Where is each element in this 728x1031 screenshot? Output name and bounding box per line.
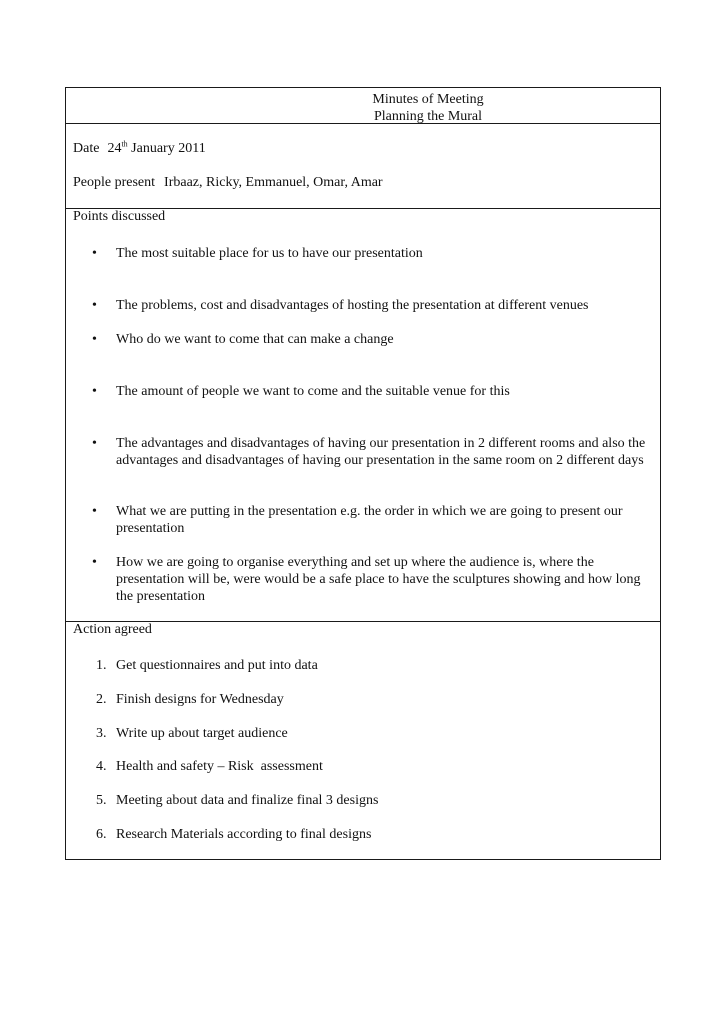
list-item [96,691,651,708]
action-text: Research Materials according to final designs [116,827,372,842]
item-number: 6. [96,827,107,842]
action-text: Health and safety – Risk assessment [116,759,323,774]
document-title: Minutes of Meeting [372,92,484,107]
point-text: How we are going to organise everything and set up where the audience is, where the presentation will be, were would be a safe place to have the sculptures showing and how long the presentation [116,555,641,604]
point-text: The amount of people we want to come and the suitable venue for this [116,384,510,399]
item-number: 5. [96,793,107,808]
item-number: 1. [96,658,107,673]
date-label: Date [73,141,100,156]
list-item [96,792,651,809]
list-item [96,758,651,775]
point-text: The most suitable place for us to have our presentation [116,246,423,261]
date-line [73,141,206,157]
item-number: 2. [96,692,107,707]
point-text: Who do we want to come that can make a change [116,332,394,347]
bullet-icon: • [92,384,97,399]
people-label: People present [73,175,156,190]
list-item [92,435,651,469]
actions-row [66,622,660,859]
list-item [92,503,651,537]
minutes-table [65,87,661,860]
document-subtitle: Planning the Mural [373,109,483,124]
points-label: Points discussed [73,209,166,224]
list-item [96,826,651,843]
bullet-icon: • [92,246,97,261]
date-day: 24 [107,141,122,156]
title-row [66,88,660,124]
list-item [96,657,651,674]
actions-label: Action agreed [73,622,152,637]
date-rest: January 2011 [131,141,206,156]
list-item [92,554,651,605]
action-text: Meeting about data and finalize final 3 designs [116,793,379,808]
list-item [96,725,651,742]
item-number: 4. [96,759,107,774]
bullet-icon: • [92,504,97,519]
points-row [66,209,660,622]
people-line [73,175,383,191]
action-text: Write up about target audience [116,726,288,741]
bullet-icon: • [92,332,97,347]
item-number: 3. [96,726,107,741]
point-text: What we are putting in the presentation e.g. the order in which we are going to present our presentation [116,504,623,536]
info-row [66,124,660,209]
bullet-icon: • [92,298,97,313]
point-text: The advantages and disadvantages of having our presentation in 2 different rooms and also the advantages and disadvantages of having our presentation in the same room on 2 different days [116,436,646,468]
list-item [92,331,651,348]
people-list: Irbaaz, Ricky, Emmanuel, Omar, Amar [164,175,383,190]
list-item [92,297,651,314]
bullet-icon: • [92,555,97,570]
date-suffix: th [121,139,128,149]
point-text: The problems, cost and disadvantages of hosting the presentation at different venues [116,298,589,313]
list-item [92,245,651,262]
list-item [92,383,651,400]
bullet-icon: • [92,436,97,451]
action-text: Get questionnaires and put into data [116,658,318,673]
action-text: Finish designs for Wednesday [116,692,284,707]
